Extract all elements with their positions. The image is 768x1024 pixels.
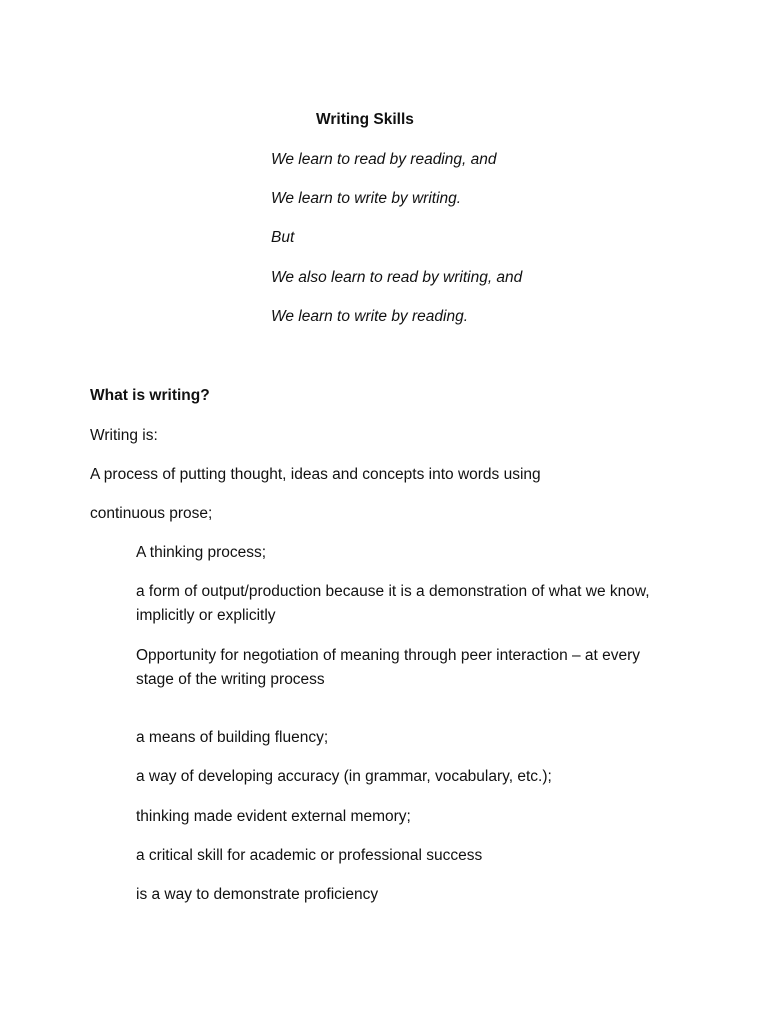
list-item: is a way to demonstrate proficiency [136,886,379,903]
list-item: Opportunity for negotiation of meaning through peer interaction – at every stage of the writing process [136,647,641,688]
list-item: a form of output/production because it is a demonstration of what we know, implicitly or explicitly [136,583,650,624]
list-item: a critical skill for academic or professional success [136,847,483,864]
definition-text-continued: continuous prose; [90,505,213,522]
document-title: Writing Skills [316,111,414,128]
epigraph-line: We learn to write by writing. [271,190,462,207]
definition-text: A process of putting thought, ideas and concepts into words using [90,466,541,483]
epigraph-line: We also learn to read by writing, and [271,269,523,286]
list-item: a means of building fluency; [136,729,329,746]
list-item: A thinking process; [136,544,267,561]
intro-text: Writing is: [90,427,158,444]
list-item: a way of developing accuracy (in grammar, vocabulary, etc.); [136,768,552,785]
epigraph-line: We learn to write by reading. [271,308,469,325]
epigraph-line: We learn to read by reading, and [271,151,497,168]
section-heading: What is writing? [90,387,210,404]
epigraph-line: But [271,229,295,246]
list-item: thinking made evident external memory; [136,808,411,825]
